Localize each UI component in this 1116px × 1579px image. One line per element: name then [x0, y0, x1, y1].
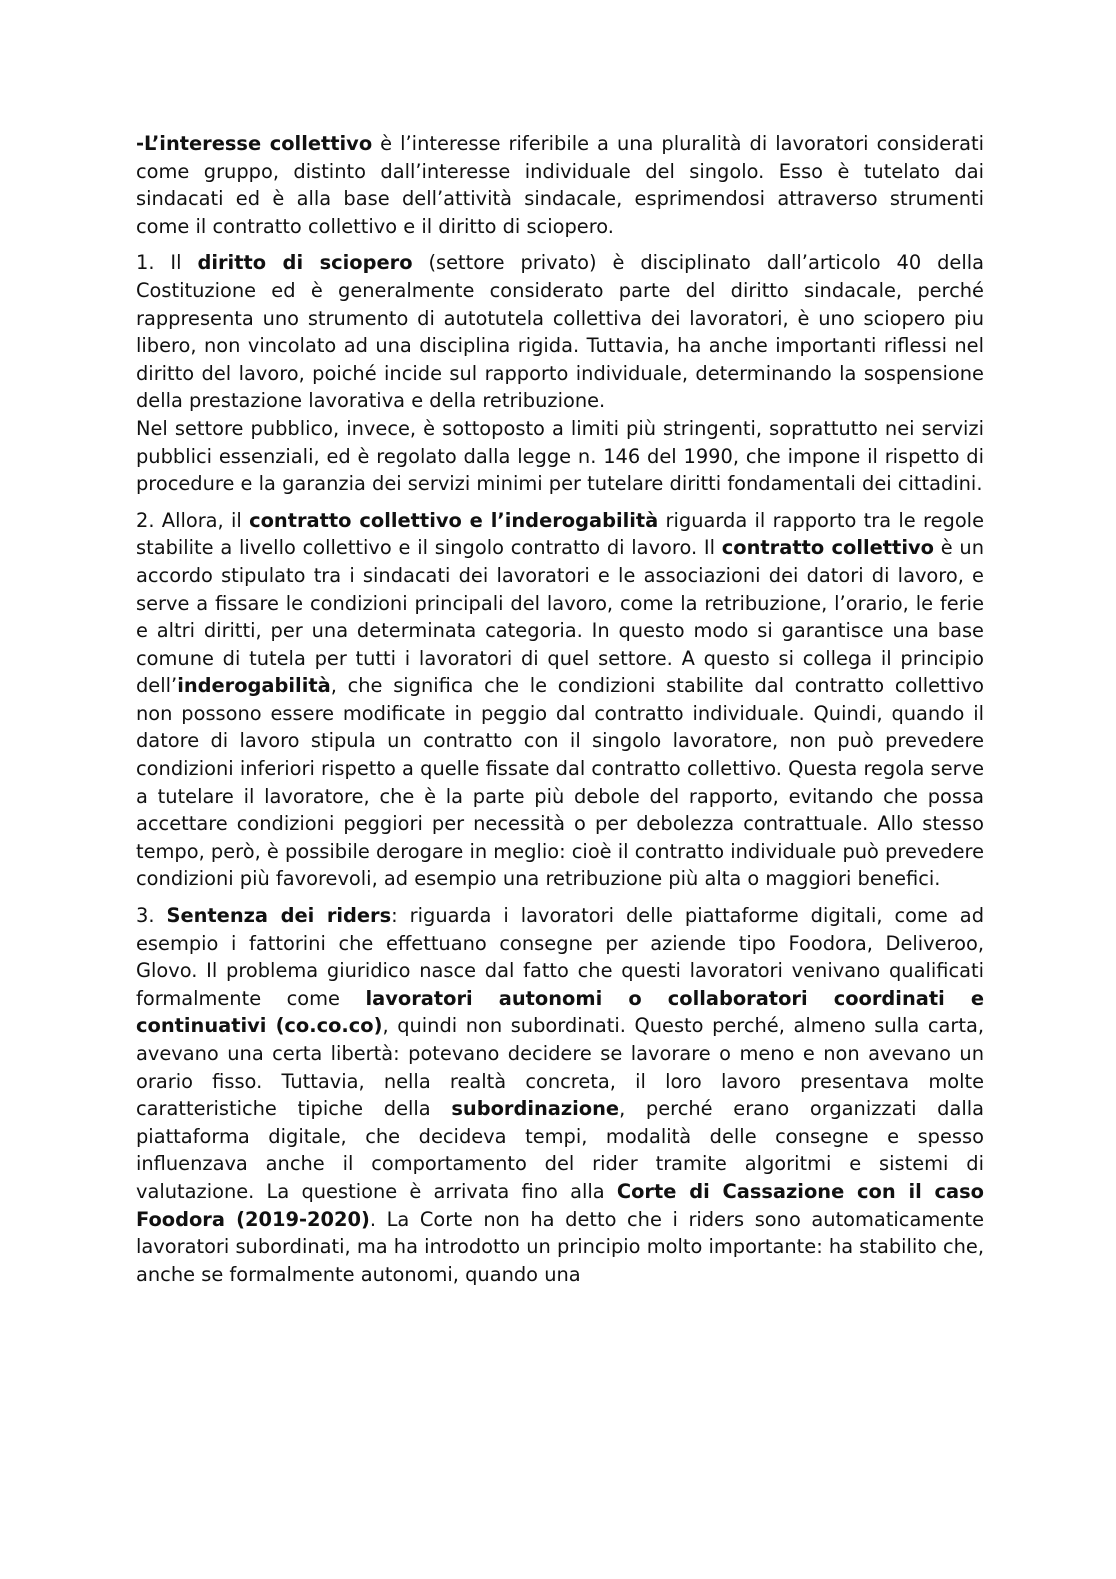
bold-text: diritto di sciopero — [197, 251, 413, 275]
body-text: (settore privato) è disciplinato dall’articolo 40 della Costituzione ed è generalmente considerato parte del diritto sindacale, perché rappresenta uno strumento di autotutela collettiva dei lavoratori, è uno sciopero piu libero, non vincolato ad una disciplina rigida. Tuttavia, ha anche importanti riflessi nel diritto del lavoro, poiché incide sul rapporto individuale, determinando la sospensione della prestazione lavorativa e della retribuzione. — [136, 251, 984, 413]
paragraph — [136, 902, 984, 1288]
body-text: 1. Il — [136, 251, 198, 275]
body-text: Nel settore pubblico, invece, è sottoposto a limiti più stringenti, soprattutto nei servizi pubblici essenziali, ed è regolato dalla legge n. 146 del 1990, che impone il rispetto di procedure e la garanzia dei servizi minimi per tutelare diritti fondamentali dei cittadini. — [136, 416, 984, 496]
bold-text: lavoratori autonomi o collaboratori coordinati e continuativi (co.co.co) — [136, 986, 985, 1038]
paragraph — [136, 249, 984, 497]
paragraph — [136, 130, 984, 240]
bold-text: subordinazione — [451, 1097, 620, 1121]
bold-text: inderogabilità — [177, 674, 331, 698]
body-text: è un accordo stipulato tra i sindacati dei lavoratori e le associazioni dei datori di lavoro, e serve a fissare le condizioni principali del lavoro, come la retribuzione, l’orario, le ferie e altri diritti, per una determinata categoria. In questo modo si garantisce una base comune di tutela per tutti i lavoratori di quel settore. A questo si collega il principio dell’ — [136, 536, 984, 698]
body-text: : riguarda i lavoratori delle piattaforme digitali, come ad esempio i fattorini che effettuano consegne per aziende tipo Foodora, Deliveroo, Glovo. Il problema giuridico nasce dal fatto che questi lavoratori venivano qualificati formalmente come — [136, 904, 984, 1010]
bold-text: contratto collettivo e l’inderogabilità — [249, 508, 659, 532]
body-text: , perché erano organizzati dalla piattaforma digitale, che decideva tempi, modalità delle consegne e spesso influenzava anche il comportamento del rider tramite algoritmi e sistemi di valutazione. La questione è arrivata fino alla — [136, 1097, 984, 1203]
bold-text: Corte di Cassazione con il caso Foodora (2019-2020) — [136, 1179, 985, 1231]
body-text: 3. — [136, 904, 167, 928]
body-text: , quindi non subordinati. Questo perché, almeno sulla carta, avevano una certa libertà: potevano decidere se lavorare o meno e non avevano un orario fisso. Tuttavia, nella realtà concreta, il loro lavoro presentava molte caratteristiche tipiche della — [136, 1014, 984, 1121]
body-text: , che significa che le condizioni stabilite dal contratto collettivo non possono essere modificate in peggio dal contratto individuale. Quindi, quando il datore di lavoro stipula un contratto con il singolo lavoratore, non può prevedere condizioni inferiori rispetto a quelle fissate dal contratto collettivo. Questa regola serve a tutelare il lavoratore, che è la parte più debole del rapporto, evitando che possa accettare condizioni peggiori per necessità o per debolezza contrattuale. Allo stesso tempo, però, è possibile derogare in meglio: cioè il contratto individuale può prevedere condizioni più favorevoli, ad esempio una retribuzione più alta o maggiori benefici. — [136, 674, 984, 891]
body-text: riguarda il rapporto tra le regole stabilite a livello collettivo e il singolo contratto di lavoro. Il — [136, 508, 984, 560]
body-text: è l’interesse riferibile a una pluralità di lavoratori considerati come gruppo, distinto dall’interesse individuale del singolo. Esso è tutelato dai sindacati ed è alla base dell’attività sindacale, esprimendosi attraverso strumenti come il contratto collettivo e il diritto di sciopero. — [136, 132, 984, 238]
document-body — [136, 130, 984, 1297]
body-text: 2. Allora, il — [136, 508, 250, 532]
bold-text: contratto collettivo — [721, 536, 934, 560]
body-text: . La Corte non ha detto che i riders sono automaticamente lavoratori subordinati, ma ha introdotto un principio molto importante: ha stabilito che, anche se formalmente autonomi, quando una — [136, 1207, 984, 1286]
bold-text: -L’interesse collettivo — [136, 132, 373, 155]
paragraph — [136, 507, 984, 893]
bold-text: Sentenza dei riders — [166, 904, 392, 928]
